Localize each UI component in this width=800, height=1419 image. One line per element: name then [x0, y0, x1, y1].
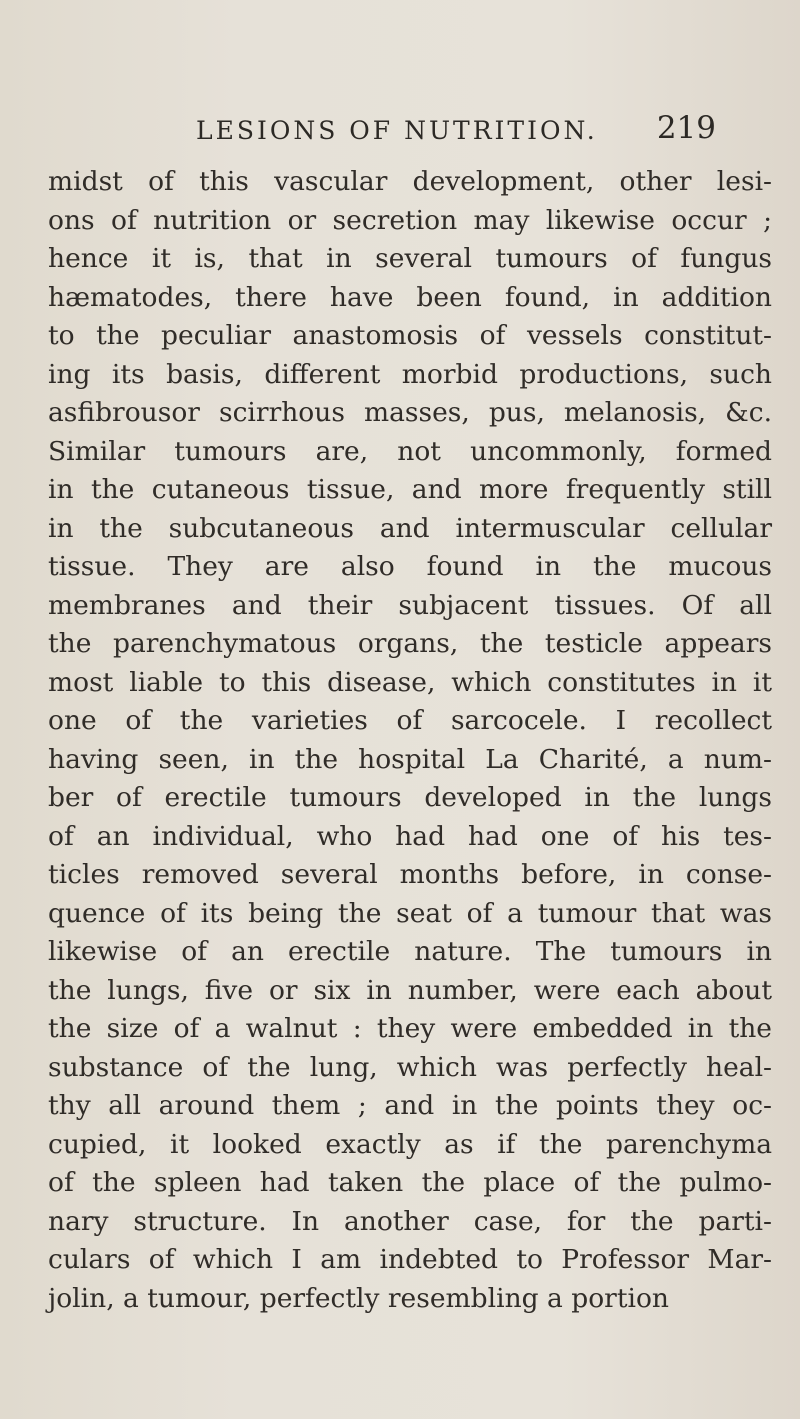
- text-line: tissue. They are also found in the mucous: [48, 551, 772, 582]
- text-line: in the cutaneous tissue, and more frequently still: [48, 474, 772, 505]
- page-number: 219: [656, 110, 716, 146]
- text-line: culars of which I am indebted to Professor Mar-: [48, 1244, 772, 1275]
- page-header: [196, 110, 716, 154]
- text-line: the parenchymatous organs, the testicle appears: [48, 628, 772, 659]
- text-line: Similar tumours are, not uncommonly, formed: [48, 435, 772, 467]
- text-line: ticles removed several months before, in conse-: [48, 859, 772, 890]
- text-line: nary structure. In another case, for the parti-: [48, 1205, 772, 1237]
- text-line: jolin, a tumour, perfectly resembling a portion: [48, 1282, 669, 1314]
- text-line: one of the varieties of sarcocele. I recollect: [48, 705, 772, 736]
- text-line: the size of a walnut : they were embedded in the: [48, 1013, 772, 1044]
- text-line: ons of nutrition or secretion may likewise occur ;: [48, 204, 772, 236]
- text-line: having seen, in the hospital La Charité, a num-: [48, 743, 772, 775]
- text-line: hence it is, that in several tumours of fungus: [48, 243, 772, 274]
- text-line: in the subcutaneous and intermuscular cellular: [48, 512, 772, 544]
- text-line: the lungs, five or six in number, were each about: [48, 974, 772, 1006]
- text-line: of the spleen had taken the place of the pulmo-: [48, 1167, 772, 1198]
- text-line: substance of the lung, which was perfectly heal-: [48, 1051, 772, 1083]
- text-line: thy all around them ; and in the points they oc-: [48, 1090, 772, 1121]
- text-line: midst of this vascular development, other lesi-: [48, 166, 772, 197]
- text-line: cupied, it looked exactly as if the parenchyma: [48, 1128, 772, 1160]
- text-line: to the peculiar anastomosis of vessels constitut-: [48, 320, 772, 351]
- text-line: most liable to this disease, which constitutes in it: [48, 666, 772, 698]
- text-line: hæmatodes, there have been found, in addition: [48, 281, 772, 313]
- text-line: of an individual, who had had one of his tes-: [48, 820, 772, 852]
- text-line: ber of erectile tumours developed in the lungs: [48, 782, 772, 813]
- body-text: [48, 163, 772, 1318]
- text-line: likewise of an erectile nature. The tumours in: [48, 936, 772, 967]
- text-line: quence of its being the seat of a tumour that was: [48, 897, 772, 929]
- text-line: membranes and their subjacent tissues. Of all: [48, 589, 772, 621]
- text-line: ing its basis, different morbid productions, such: [48, 358, 772, 390]
- text-line: asfibrousor scirrhous masses, pus, melanosis, &c.: [48, 397, 772, 428]
- running-title: LESIONS OF NUTRITION.: [196, 116, 598, 145]
